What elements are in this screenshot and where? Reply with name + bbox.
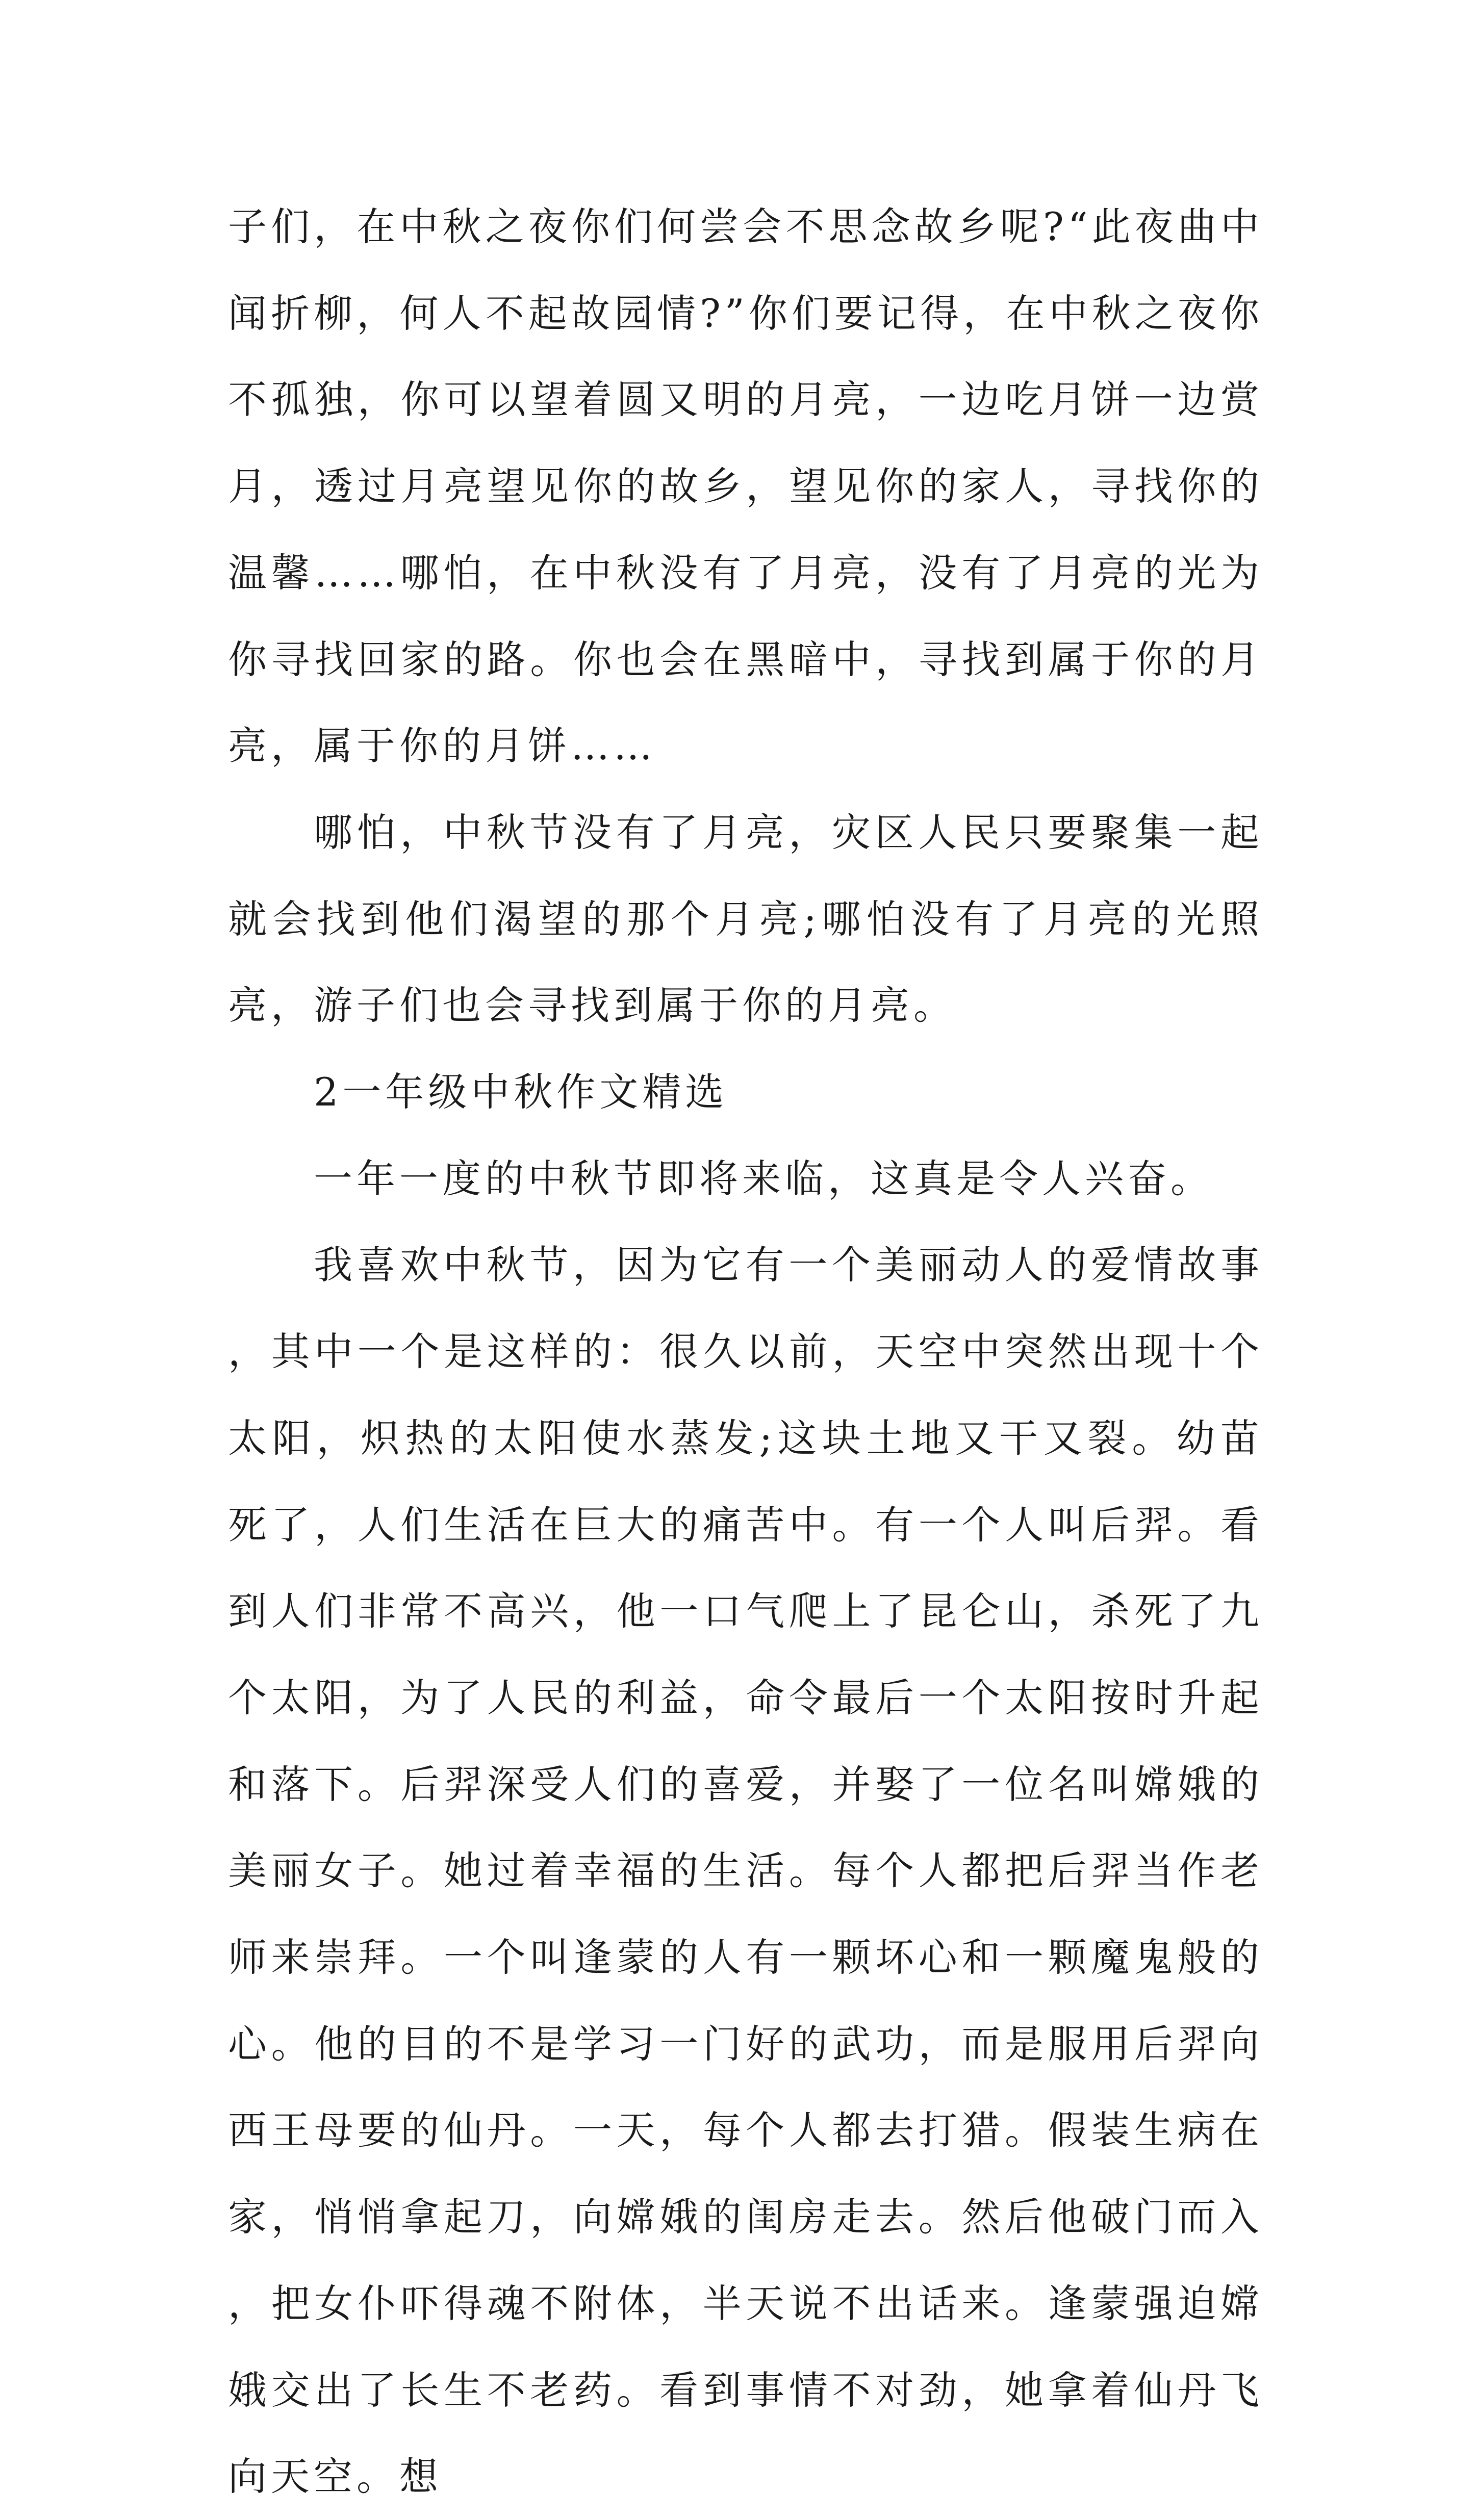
section-heading: 2一年级中秋作文精选 bbox=[314, 1069, 728, 1115]
paragraph-closing-remark: 哪怕，中秋节没有了月亮，灾区人民只要聚集一起就会找到他们渴望的那个月亮;哪怕没有了月亮的光照亮，游子们也会寻找到属于你的月亮。 bbox=[228, 809, 1263, 1028]
paragraph-story: 我喜欢中秋节，因为它有一个美丽动人的爱情故事，其中一个是这样的：很久以前，天空中突然出现十个太阳，炽热的太阳使水蒸发;这块土地又干又裂。幼苗死了，人们生活在巨大的痛苦中。有一个人叫后羿。看到人们非常不高兴，他一口气爬上了昆仑山，杀死了九个太阳，为了人民的利益，命令最后一个太阳按时升起和落下。后羿深受人们的喜爱，并娶了一位名叫嫦娥的美丽女子。她过着幸福的生活。每个人都把后羿当作老师来崇拜。一个叫逢蒙的人有一颗坏心和一颗魔鬼般的心。他的目的不是学习一门好的武功，而是服用后羿向西王母要的仙丹。一天，每个人都去打猎。假装生病在家，悄悄拿起刀，向嫦娥的闺房走去。然后他破门而入，把女仆吓得魂不附体，半天说不出话来。逢蒙强迫嫦娥交出了长生不老药。看到事情不对劲，她拿着仙丹飞向天空。想 bbox=[228, 1242, 1263, 2500]
paragraph-intro: 一年一度的中秋节即将来临，这真是令人兴奋。 bbox=[314, 1155, 1213, 1201]
document-body bbox=[228, 184, 1263, 2520]
paragraph-continuation: 子们，在中秋之夜你们何尝会不思念故乡呢?“此夜曲中闻折柳，何人不起故园情?”你们要记得，在中秋之夜你不孤独，你可以望着圆又明的月亮，一边吃月饼一边赏月，透过月亮望见你的故乡，望见你的家人，寻找你的温馨……哪怕，在中秋没有了月亮，没有了月亮的光为你寻找回家的路。你也会在黑暗中，寻找到属于你的月亮，属于你的月饼…… bbox=[228, 204, 1263, 769]
